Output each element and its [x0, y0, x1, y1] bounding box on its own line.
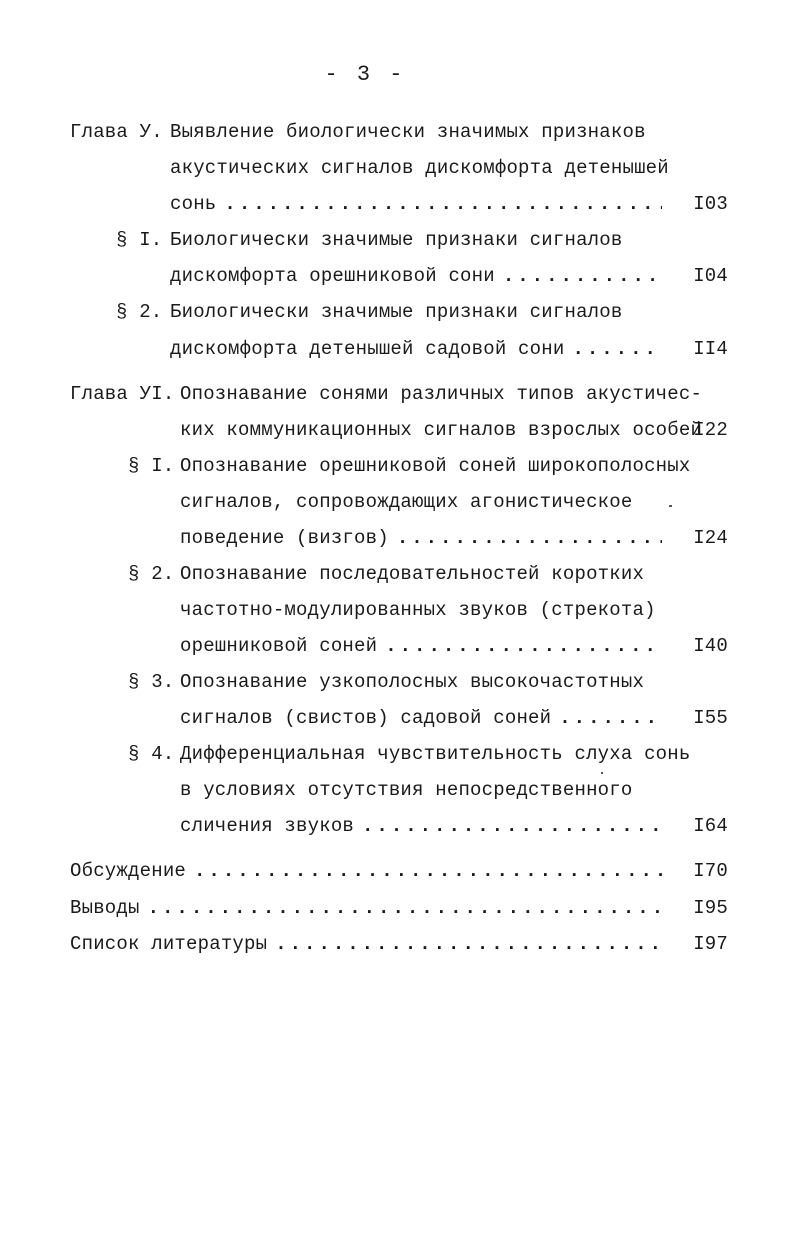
ch6-sec2-label: § 2.: [128, 563, 175, 585]
chapter6-page: I22: [693, 419, 728, 441]
ch6-sec2-page: I40: [693, 635, 728, 657]
ch5-sec1-line2: дискомфорта орешниковой сони: [170, 265, 495, 287]
dot-leader: [397, 524, 662, 552]
dot-leader: [362, 812, 662, 840]
dot-leader: [275, 930, 662, 958]
dot-leader: [148, 894, 662, 922]
ch5-sec1-page: I04: [693, 265, 728, 287]
ch5-sec1-leader: [170, 262, 670, 290]
ch6-sec1-page: I24: [693, 527, 728, 549]
chapter5-page: I03: [693, 193, 728, 215]
dot-leader: [385, 632, 662, 660]
ch6-sec2-line2: частотно-модулированных звуков (стрекота): [180, 599, 656, 621]
ch5-sec1-line1: Биологически значимые признаки сигналов: [170, 229, 623, 251]
ch6-sec4-leader: [180, 812, 670, 840]
references-page: I97: [693, 933, 728, 955]
ch6-sec2-line3: орешниковой соней: [180, 635, 378, 657]
ch6-sec2-leader: [180, 632, 670, 660]
ch6-sec4-line1: Дифференциальная чувствительность слуха сонь: [180, 743, 691, 765]
conclusions-page: I95: [693, 897, 728, 919]
ch6-sec1-line2: сигналов, сопровождающих агонистическое: [180, 491, 633, 513]
ch5-sec2-label: § 2.: [116, 301, 163, 323]
discussion-page: I70: [693, 860, 728, 882]
chapter5-title-line3: сонь: [170, 193, 217, 215]
dot-leader: [194, 857, 662, 885]
ch6-sec1-label: § I.: [128, 455, 175, 477]
scan-speck: [601, 772, 603, 774]
ch6-sec4-line3: сличения звуков: [180, 815, 355, 837]
chapter6-title-line1: Опознавание сонями различных типов акустичес-: [180, 383, 703, 405]
conclusions-title: Выводы: [70, 897, 140, 919]
tail-entry-discussion: [70, 857, 670, 885]
dot-leader: [224, 190, 662, 218]
dot-leader: [559, 704, 662, 732]
ch5-sec2-line2: дискомфорта детенышей садовой сони: [170, 338, 565, 360]
ch5-sec2-page: II4: [693, 338, 728, 360]
chapter5-title-line1: Выявление биологически значимых признаков: [170, 121, 646, 143]
references-title: Список литературы: [70, 933, 268, 955]
ch5-sec1-label: § I.: [116, 229, 163, 251]
chapter5-label: Глава У.: [70, 121, 163, 143]
ch6-sec3-line2: сигналов (свистов) садовой соней: [180, 707, 552, 729]
chapter6-label: Глава УI.: [70, 383, 175, 405]
ch6-sec1-line3: поведение (визгов): [180, 527, 389, 549]
dot-leader: [572, 335, 662, 363]
tail-entry-conclusions: [70, 894, 670, 922]
chapter6-title-line2: ких коммуникационных сигналов взрослых особей: [180, 419, 703, 441]
ch6-sec4-page: I64: [693, 815, 728, 837]
ch6-sec1-leader: [180, 524, 670, 552]
ch6-sec1-line1: Опознавание орешниковой соней широкополосных: [180, 455, 691, 477]
ch5-sec2-leader: [170, 335, 670, 363]
ch6-sec4-line2: в условиях отсутствия непосредственного: [180, 779, 633, 801]
scan-speck: [669, 505, 672, 507]
ch6-sec3-page: I55: [693, 707, 728, 729]
discussion-title: Обсуждение: [70, 860, 187, 882]
ch6-sec4-label: § 4.: [128, 743, 175, 765]
dot-leader: [503, 262, 662, 290]
ch6-sec3-line1: Опознавание узкополосных высокочастотных: [180, 671, 645, 693]
ch6-sec2-line1: Опознавание последовательностей коротких: [180, 563, 645, 585]
chapter5-leader: [170, 190, 670, 218]
ch5-sec2-line1: Биологически значимые признаки сигналов: [170, 301, 623, 323]
ch6-sec3-leader: [180, 704, 670, 732]
tail-entry-references: [70, 930, 670, 958]
ch6-sec3-label: § 3.: [128, 671, 175, 693]
chapter5-title-line2: акустических сигналов дискомфорта детенышей: [170, 157, 669, 179]
page-number: - 3 -: [324, 62, 406, 87]
